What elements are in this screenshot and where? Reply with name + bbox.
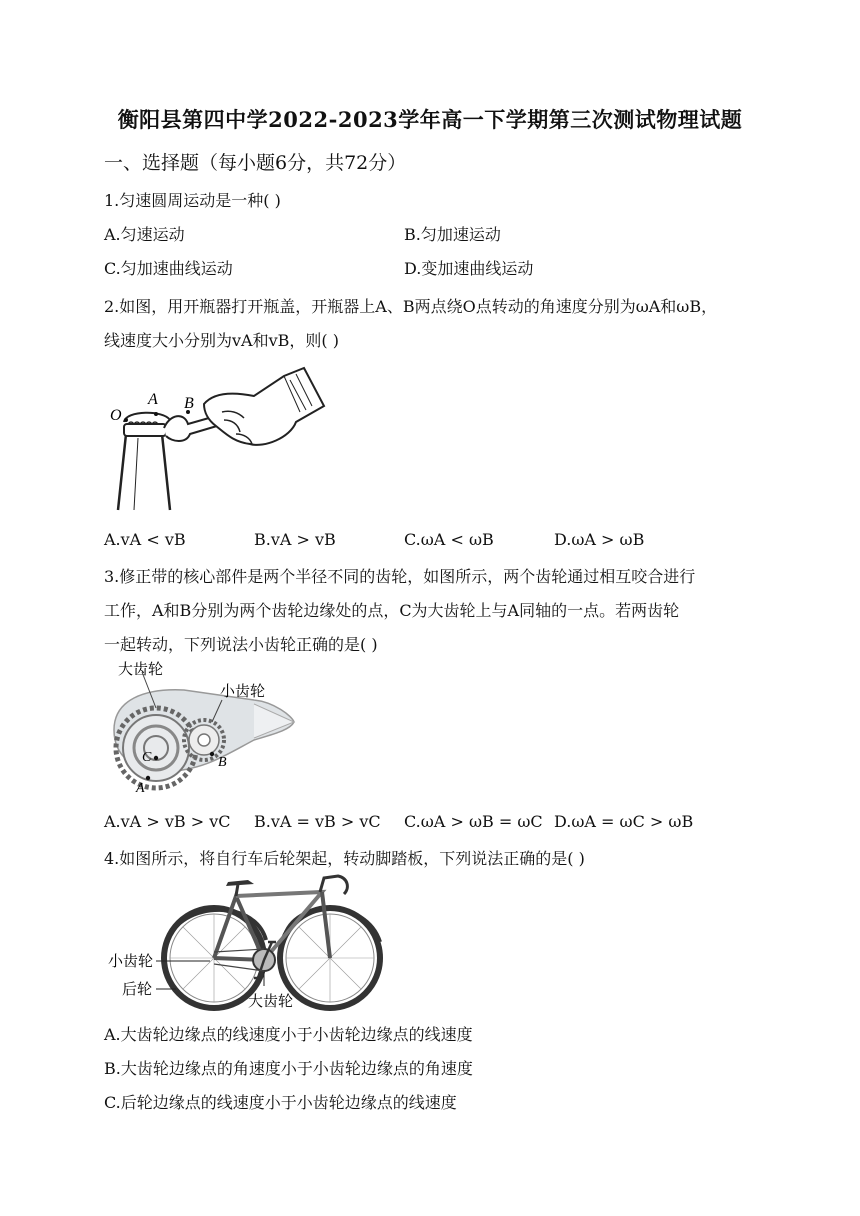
q3-stem-line3: 一起转动，下列说法小齿轮正确的是( ) <box>104 635 378 654</box>
correction-tape-figure <box>104 660 304 795</box>
q4-option-c[interactable]: C.后轮边缘点的线速度小于小齿轮边缘点的线速度 <box>104 1093 457 1112</box>
q3-option-d[interactable]: D.ωA = ωC > ωB <box>554 812 694 831</box>
label-b: B <box>218 755 227 770</box>
label-c: C <box>142 750 152 765</box>
label-small-gear: 小齿轮 <box>220 682 266 700</box>
bicycle-figure <box>104 872 384 1014</box>
q2-stem-line1: 2.如图，用开瓶器打开瓶盖，开瓶器上A、B两点绕O点转动的角速度分别为ωA和ωB， <box>104 297 718 316</box>
q1-stem: 1.匀速圆周运动是一种( ) <box>104 191 281 210</box>
q1-option-d[interactable]: D.变加速曲线运动 <box>404 259 534 278</box>
label-big-gear: 大齿轮 <box>118 660 164 678</box>
q2-option-a[interactable]: A.vA < vB <box>104 530 186 549</box>
q1-option-a[interactable]: A.匀速运动 <box>104 225 185 244</box>
q2-option-c[interactable]: C.ωA < ωB <box>404 530 494 549</box>
page-title: 衡阳县第四中学2022-2023学年高一下学期第三次测试物理试题 <box>117 107 743 132</box>
label-o: O <box>110 407 122 424</box>
q3-stem-line1: 3.修正带的核心部件是两个半径不同的齿轮，如图所示，两个齿轮通过相互咬合进行 <box>104 567 696 586</box>
q4-option-b[interactable]: B.大齿轮边缘点的角速度小于小齿轮边缘点的角速度 <box>104 1059 473 1078</box>
q3-option-c[interactable]: C.ωA > ωB = ωC <box>404 812 543 831</box>
q3-option-a[interactable]: A.vA > vB > vC <box>104 812 231 831</box>
q1-option-b[interactable]: B.匀加速运动 <box>404 225 501 244</box>
section-heading: 一、选择题（每小题6分，共72分） <box>104 152 407 174</box>
q3-option-b[interactable]: B.vA = vB > vC <box>254 812 381 831</box>
q2-option-b[interactable]: B.vA > vB <box>254 530 336 549</box>
label-big-sprocket: 大齿轮 <box>248 992 294 1010</box>
label-small-sprocket: 小齿轮 <box>108 952 154 970</box>
bottle-opener-figure <box>104 362 326 512</box>
q4-stem: 4.如图所示，将自行车后轮架起，转动脚踏板，下列说法正确的是( ) <box>104 849 585 868</box>
q2-stem-line2: 线速度大小分别为vA和vB，则( ) <box>104 331 339 350</box>
label-rear-wheel: 后轮 <box>122 980 153 998</box>
label-a: A <box>148 391 158 408</box>
q3-stem-line2: 工作，A和B分别为两个齿轮边缘处的点，C为大齿轮上与A同轴的一点。若两齿轮 <box>104 601 680 620</box>
q4-option-a[interactable]: A.大齿轮边缘点的线速度小于小齿轮边缘点的线速度 <box>104 1025 473 1044</box>
label-b: B <box>184 395 194 412</box>
q1-option-c[interactable]: C.匀加速曲线运动 <box>104 259 233 278</box>
q2-option-d[interactable]: D.ωA > ωB <box>554 530 645 549</box>
label-a: A <box>136 781 145 796</box>
